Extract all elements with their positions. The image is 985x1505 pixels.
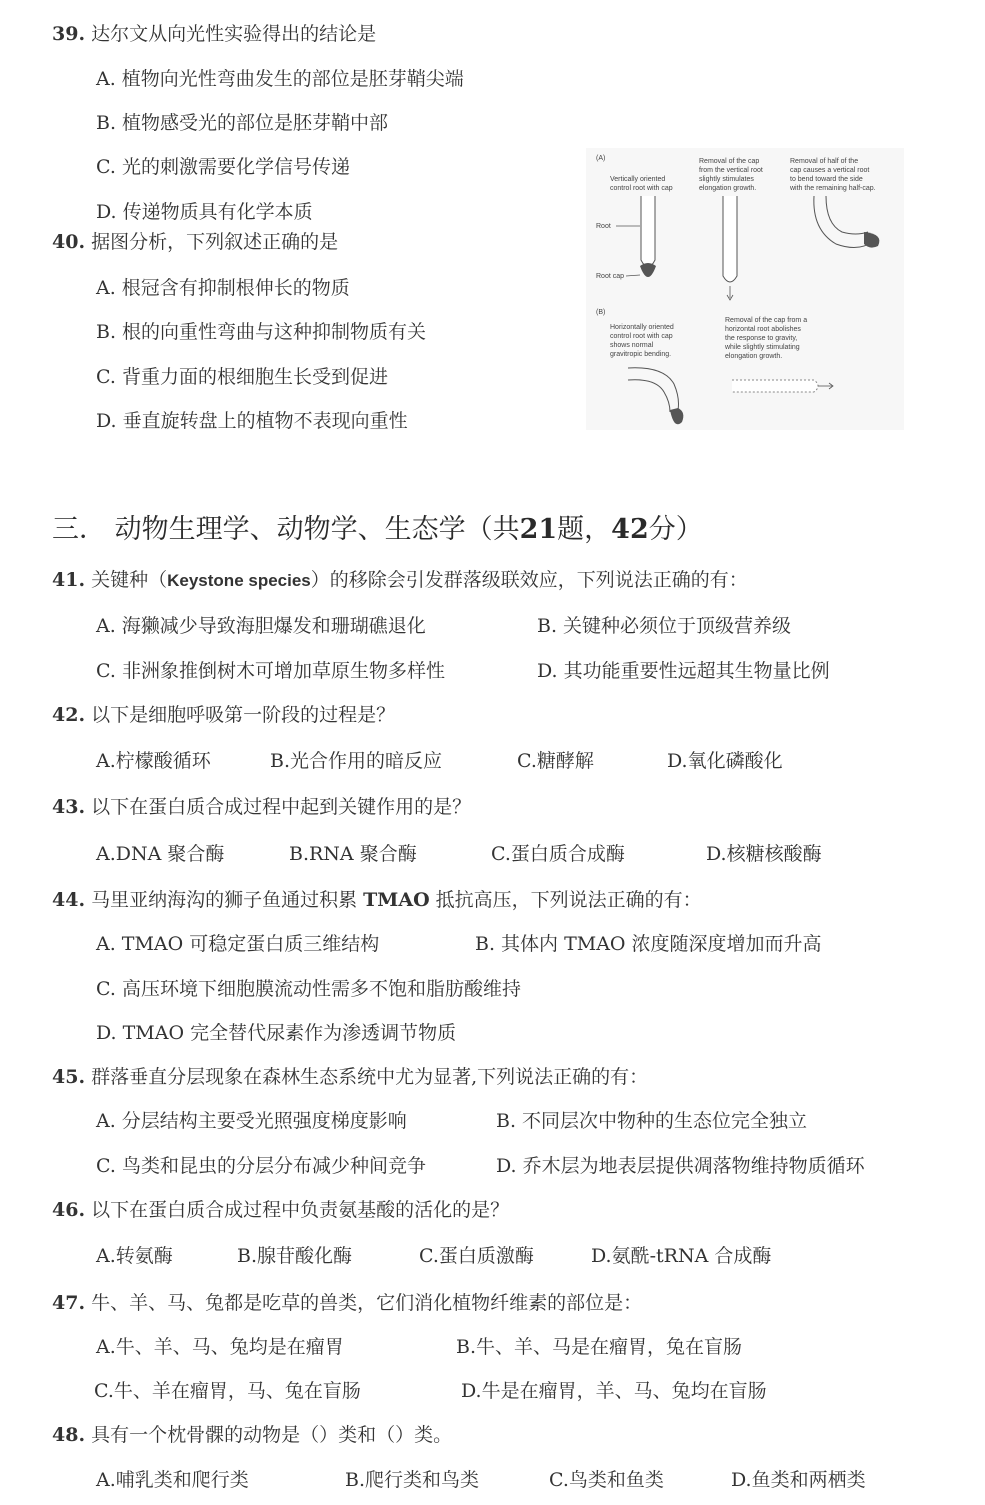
question-45-stem [52, 1065, 648, 1089]
question-text-tail: 抵抗高压，下列说法正确的有： [429, 889, 702, 911]
option-39-c: C. 光的刺激需要化学信号传递 [96, 156, 350, 178]
question-text: 关键种（ [91, 569, 168, 591]
figure-caption-1-line-2: control root with cap [610, 185, 673, 192]
question-number: 47. [52, 1292, 86, 1314]
question-number: 46. [52, 1199, 86, 1221]
option-47-b: B.牛、羊、马是在瘤胃，兔在盲肠 [456, 1336, 743, 1358]
option-48-d: D.鱼类和两栖类 [731, 1469, 866, 1491]
option-48-c: C.鸟类和鱼类 [549, 1469, 664, 1491]
question-text: 具有一个枕骨髁的动物是（）类和（）类。 [91, 1424, 453, 1446]
option-41-a: A. 海獭减少导致海胆爆发和珊瑚礁退化 [96, 615, 426, 637]
question-text: 牛、羊、马、兔都是吃草的兽类，它们消化植物纤维素的部位是： [91, 1292, 643, 1314]
figure-label-b: (B) [596, 309, 606, 316]
figure-caption-5-line-4: while slightly stimulating [725, 344, 800, 351]
option-43-d: D.核糖核酸酶 [706, 843, 822, 865]
option-48-a: A.哺乳类和爬行类 [96, 1469, 249, 1491]
option-44-b: B. 其体内 TMAO 浓度随深度增加而升高 [475, 933, 822, 955]
section-title: 三． 动物生理学、动物学、生态学（共 [52, 514, 520, 545]
question-number: 40. [52, 231, 86, 253]
section-title-suffix: 分） [648, 514, 703, 545]
question-text: 以下在蛋白质合成过程中负责氨基酸的活化的是？ [91, 1199, 510, 1221]
option-45-d: D. 乔木层为地表层提供凋落物维持物质循环 [496, 1155, 865, 1177]
section-heading [52, 513, 703, 547]
question-number: 42. [52, 704, 86, 726]
figure-caption-1-line-1: Vertically oriented [610, 176, 666, 183]
half-cap-bending-root [814, 196, 872, 248]
vertical-root-with-cap [641, 196, 655, 267]
option-44-a: A. TMAO 可稳定蛋白质三维结构 [96, 933, 380, 955]
option-45-c: C. 鸟类和昆虫的分层分布减少种间竞争 [96, 1155, 426, 1177]
question-number: 43. [52, 796, 86, 818]
option-43-b: B.RNA 聚合酶 [289, 843, 417, 865]
question-term: Keystone species [167, 571, 311, 590]
option-39-b: B. 植物感受光的部位是胚芽鞘中部 [96, 112, 389, 134]
question-number: 39. [52, 23, 86, 45]
figure-caption-3-line-2: cap causes a vertical root [790, 167, 870, 174]
question-text: 群落垂直分层现象在森林生态系统中尤为显著,下列说法正确的有： [91, 1066, 649, 1088]
option-45-a: A. 分层结构主要受光照强度梯度影响 [96, 1110, 407, 1132]
question-text: 达尔文从向光性实验得出的结论是 [91, 23, 377, 45]
question-41-stem [52, 568, 748, 593]
option-47-a: A.牛、羊、马、兔均是在瘤胃 [96, 1336, 344, 1358]
option-47-d: D.牛是在瘤胃，羊、马、兔均在盲肠 [461, 1380, 767, 1402]
option-46-d: D.氨酰-tRNA 合成酶 [591, 1245, 772, 1267]
section-title-mid: 题， [557, 514, 612, 545]
figure-caption-5-line-1: Removal of the cap from a [725, 317, 808, 324]
question-text: 马里亚纳海沟的狮子鱼通过积累 [91, 889, 364, 911]
option-40-c: C. 背重力面的根细胞生长受到促进 [96, 366, 388, 388]
figure-caption-2-line-1: Removal of the cap [699, 158, 760, 165]
figure-caption-4-line-3: shows normal [610, 342, 654, 349]
question-text: 以下是细胞呼吸第一阶段的过程是？ [91, 704, 396, 726]
figure-caption-5-line-3: the response to gravity, [725, 335, 798, 342]
question-42-stem [52, 703, 395, 727]
option-44-c: C. 高压环境下细胞膜流动性需多不饱和脂肪酸维持 [96, 978, 521, 1000]
figure-caption-2-line-2: from the vertical root [699, 167, 763, 174]
root-cap-shape [640, 263, 656, 277]
question-text: 以下在蛋白质合成过程中起到关键作用的是？ [91, 796, 472, 818]
option-40-b: B. 根的向重性弯曲与这种抑制物质有关 [96, 321, 427, 343]
option-42-d: D.氧化磷酸化 [667, 750, 783, 772]
option-47-c: C.牛、羊在瘤胃，马、兔在盲肠 [94, 1380, 361, 1402]
question-number: 44. [52, 889, 86, 911]
option-44-d: D. TMAO 完全替代尿素作为渗透调节物质 [96, 1022, 457, 1044]
option-42-c: C.糖酵解 [517, 750, 594, 772]
half-cap-shape [864, 232, 879, 248]
figure-caption-3-line-1: Removal of half of the [790, 158, 859, 165]
vertical-root-decapped [723, 196, 737, 282]
option-39-a: A. 植物向光性弯曲发生的部位是胚芽鞘尖端 [96, 68, 464, 90]
question-43-stem [52, 795, 471, 819]
figure-caption-4-line-4: gravitropic bending. [610, 351, 672, 358]
figure-caption-4-line-1: Horizontally oriented [610, 324, 674, 331]
horizontal-root-decapped [732, 380, 818, 392]
option-46-a: A.转氨酶 [96, 1245, 173, 1267]
horizontal-root-with-cap [628, 368, 679, 412]
horizontal-root-cap [670, 408, 683, 424]
figure-caption-2-line-3: slightly stimulates [699, 176, 754, 183]
option-40-a: A. 根冠含有抑制根伸长的物质 [96, 277, 350, 299]
question-47-stem [52, 1291, 642, 1315]
question-40-stem [52, 230, 338, 254]
root-cap-label-leader [626, 275, 640, 276]
option-39-d: D. 传递物质具有化学本质 [96, 201, 313, 223]
option-41-b: B. 关键种必须位于顶级营养级 [537, 615, 792, 637]
question-text: 据图分析，下列叙述正确的是 [91, 231, 339, 253]
question-number: 48. [52, 1424, 86, 1446]
root-label: Root [596, 223, 611, 230]
figure-caption-4-line-2: control root with cap [610, 333, 673, 340]
option-40-d: D. 垂直旋转盘上的植物不表现向重性 [96, 410, 408, 432]
figure-caption-2-line-4: elongation growth. [699, 185, 757, 192]
question-48-stem [52, 1423, 452, 1447]
question-44-stem [52, 888, 702, 912]
option-46-b: B.腺苷酸化酶 [237, 1245, 353, 1267]
question-46-stem [52, 1198, 509, 1222]
figure-caption-3-line-4: with the remaining half-cap. [790, 185, 876, 192]
section-score: 42 [611, 514, 649, 545]
question-text-tail: ）的移除会引发群落级联效应，下列说法正确的有： [310, 569, 748, 591]
figure-caption-5-line-2: horizontal root abolishes [725, 326, 801, 333]
figure-caption-5-line-5: elongation growth. [725, 353, 783, 360]
question-number: 41. [52, 569, 86, 591]
question-39-stem [52, 22, 376, 46]
option-46-c: C.蛋白质激酶 [419, 1245, 534, 1267]
question-term: TMAO [363, 889, 430, 911]
figure-label-a: (A) [596, 155, 606, 162]
option-42-a: A.柠檬酸循环 [96, 750, 211, 772]
option-41-d: D. 其功能重要性远超其生物量比例 [537, 660, 830, 682]
figure-caption-3-line-3: to bend toward the side [790, 176, 863, 183]
option-48-b: B.爬行类和鸟类 [345, 1469, 480, 1491]
root-cap-label: Root cap [596, 273, 625, 280]
option-43-c: C.蛋白质合成酶 [491, 843, 625, 865]
option-45-b: B. 不同层次中物种的生态位完全独立 [496, 1110, 808, 1132]
option-43-a: A.DNA 聚合酶 [96, 843, 225, 865]
option-41-c: C. 非洲象推倒树木可增加草原生物多样性 [96, 660, 445, 682]
root-gravitropism-figure [586, 148, 904, 430]
option-42-b: B.光合作用的暗反应 [270, 750, 443, 772]
question-number: 45. [52, 1066, 86, 1088]
section-question-count: 21 [519, 514, 558, 545]
